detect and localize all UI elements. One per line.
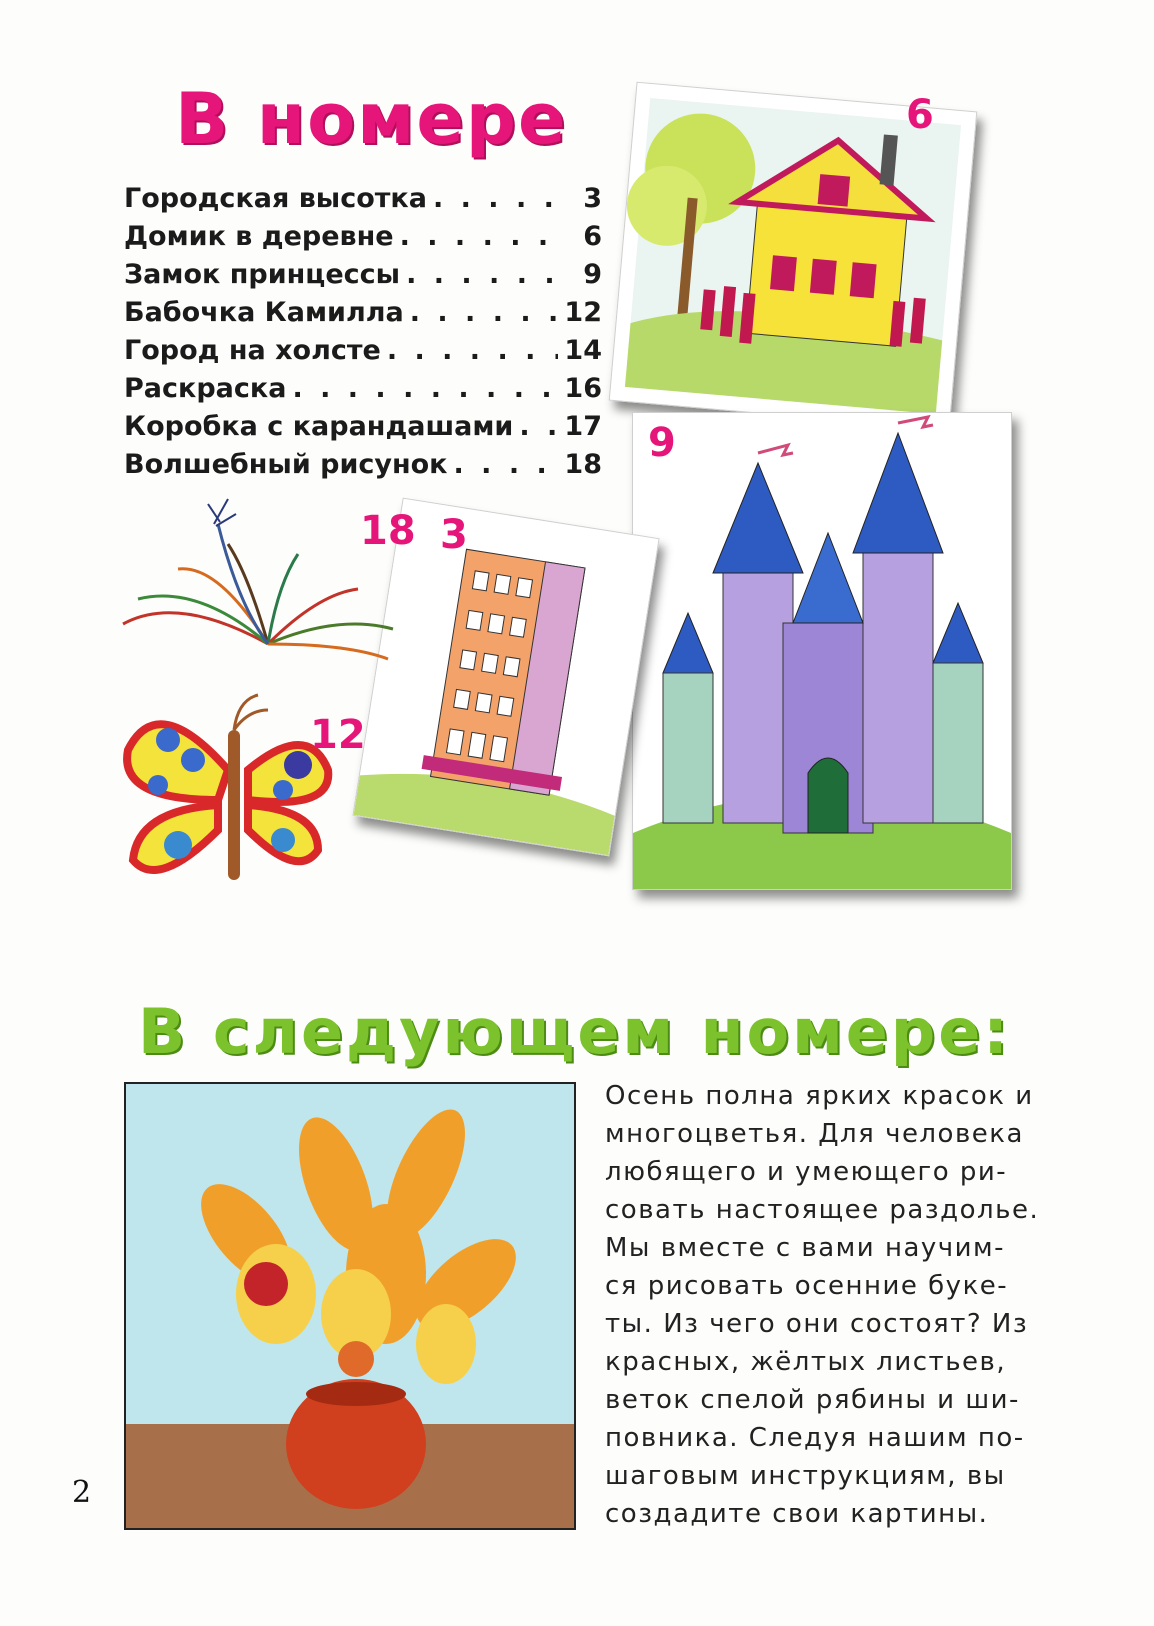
toc-item-title: Замок принцессы	[124, 259, 401, 290]
next-issue-description	[605, 1077, 1040, 1533]
toc-item-page: 16	[564, 373, 602, 404]
page-number: 2	[72, 1475, 92, 1510]
toc-item[interactable]	[124, 256, 602, 294]
description-line: совать настоящее раздолье.	[605, 1195, 1040, 1225]
toc-item-page: 3	[583, 183, 602, 214]
toc-leader	[406, 256, 560, 294]
description-line: красных, жёлтых листьев,	[605, 1347, 1007, 1377]
toc-item[interactable]	[124, 332, 602, 370]
toc-item[interactable]	[124, 218, 602, 256]
toc-item-title: Городская высотка	[124, 183, 427, 214]
toc-item-page: 14	[564, 335, 602, 366]
house-page-badge: 6	[906, 92, 934, 138]
description-line: создадите свои картины.	[605, 1499, 989, 1529]
description-line: Мы вместе с вами научим-	[605, 1233, 1006, 1263]
toc-item-title: Бабочка Камилла	[124, 297, 404, 328]
toc-item-title: Волшебный рисунок	[124, 449, 448, 480]
butterfly-page-badge: 12	[310, 712, 366, 758]
toc-item-page: 9	[583, 259, 602, 290]
toc-item-title: Раскраска	[124, 373, 287, 404]
castle-page-badge: 9	[648, 420, 676, 466]
toc-item-title: Домик в деревне	[124, 221, 394, 252]
description-line: многоцветья. Для человека	[605, 1119, 1024, 1149]
toc-item-page: 12	[564, 297, 602, 328]
toc-leader	[387, 332, 559, 370]
toc-item-page: 17	[564, 411, 602, 442]
toc-leader	[519, 408, 558, 446]
bouquet-image	[126, 1084, 574, 1528]
description-line: повника. Следуя нашим по-	[605, 1423, 1025, 1453]
toc-item[interactable]	[124, 370, 602, 408]
description-line: любящего и умеющего ри-	[605, 1157, 1008, 1187]
description-line: шаговым инструкциям, вы	[605, 1461, 1006, 1491]
toc-item[interactable]	[124, 180, 602, 218]
toc-leader	[410, 294, 559, 332]
next-issue-title: В следующем номере:	[138, 995, 1012, 1068]
toc-leader	[400, 218, 560, 256]
description-line: Осень полна ярких красок и	[605, 1081, 1034, 1111]
description-line: ся рисовать осенние буке-	[605, 1271, 1009, 1301]
toc-item-page: 18	[564, 449, 602, 480]
castle-picture-card[interactable]	[632, 412, 1012, 890]
grass-page-badge: 18	[360, 508, 416, 554]
toc-item[interactable]	[124, 294, 602, 332]
toc-leader	[454, 446, 559, 484]
toc-leader	[433, 180, 560, 218]
page-title: В номере	[175, 78, 568, 160]
toc-item-title: Коробка с карандашами	[124, 411, 514, 442]
tower-page-badge: 3	[440, 512, 468, 558]
princess-castle-illustration	[633, 413, 1011, 889]
table-of-contents	[124, 180, 602, 484]
description-line: веток спелой рябины и ши-	[605, 1385, 1020, 1415]
toc-item[interactable]	[124, 446, 602, 484]
toc-item-title: Город на холсте	[124, 335, 381, 366]
autumn-bouquet-photo	[124, 1082, 576, 1530]
toc-item[interactable]	[124, 408, 602, 446]
toc-leader	[292, 370, 558, 408]
description-line: ты. Из чего они состоят? Из	[605, 1309, 1029, 1339]
toc-item-page: 6	[583, 221, 602, 252]
